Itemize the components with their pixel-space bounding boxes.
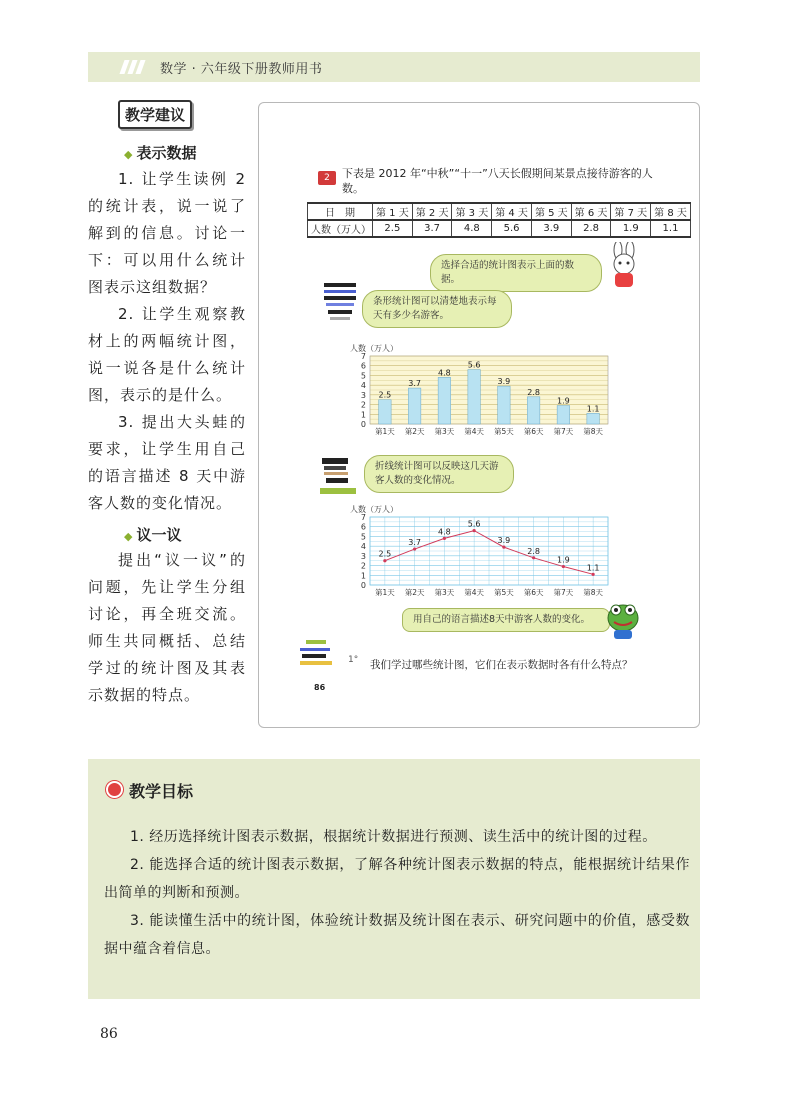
line-chart (350, 503, 620, 603)
bar (527, 397, 539, 424)
teaching-goals-box (88, 759, 700, 999)
table-cell: 2.8 (571, 220, 611, 237)
header-band (88, 52, 700, 82)
bar (379, 400, 391, 424)
student-girl-character-icon (320, 283, 360, 323)
y-tick-label: 7 (360, 513, 366, 522)
goal-item-2: 2. 能选择合适的统计图表示数据，了解各种统计图表示数据的特点，能根据统计结果作出简单的判断和预测。 (104, 857, 690, 901)
data-label: 1.9 (557, 555, 570, 565)
y-tick-label: 6 (360, 522, 366, 532)
bar-chart (350, 342, 620, 442)
header-title: 数学 · 六年级下册教师用书 (160, 62, 323, 77)
table-row-days (308, 203, 691, 220)
data-label: 3.9 (497, 377, 511, 387)
table-cell: 第 1 天 (373, 203, 413, 220)
data-point (562, 565, 565, 568)
y-axis-label: 人数（万人） (350, 344, 398, 353)
x-tick-label: 第3天 (434, 427, 455, 436)
y-tick-label: 1 (360, 571, 366, 581)
student-boy-character-icon (318, 456, 358, 496)
data-point (413, 547, 416, 550)
bar (438, 377, 450, 424)
section-badge: 教学建议 (118, 100, 192, 129)
table-cell: 第 5 天 (531, 203, 571, 220)
diamond-icon: ◆ (124, 530, 133, 543)
data-point (592, 573, 595, 576)
visitor-data-table (307, 202, 691, 238)
discussion-question: 我们学过哪些统计图，它们在表示数据时各有什么特点？ (370, 659, 633, 671)
y-axis-label: 人数（万人） (350, 505, 398, 514)
y-tick-label: 3 (360, 551, 366, 561)
data-point (443, 537, 446, 540)
suggestion-paragraph-4: 提出“议一议”的问题，先让学生分组讨论，再全班交流。师生共同概括、总结学过的统计图及其表示数据的特点。 (88, 551, 246, 704)
y-tick-label: 2 (360, 400, 366, 410)
y-tick-label: 0 (360, 581, 366, 590)
example-number-icon: 2 (318, 171, 336, 185)
suggestion-paragraph-3: 3. 提出大头蛙的要求，让学生用自己的语言描述 8 天中游客人数的变化情况。 (88, 413, 246, 512)
suggestion-paragraph-1: 1. 让学生读例 2 的统计表，说一说了解到的信息。讨论一下：可以用什么统计图表示这组数据？ (88, 170, 246, 296)
data-label: 1.1 (586, 404, 600, 414)
table-header-cell: 人数（万人） (308, 220, 373, 237)
table-cell: 2.5 (373, 220, 413, 237)
x-tick-label: 第7天 (553, 427, 574, 436)
data-point (473, 529, 476, 532)
student-group-character-icon (298, 640, 338, 670)
table-cell: 1.1 (651, 220, 691, 237)
data-label: 2.5 (378, 549, 392, 559)
x-tick-label: 第8天 (583, 588, 604, 597)
x-tick-label: 第2天 (404, 427, 425, 436)
bar (498, 386, 510, 424)
x-tick-label: 第6天 (523, 427, 544, 436)
data-label: 1.1 (586, 563, 600, 573)
table-cell: 3.7 (412, 220, 452, 237)
bar (468, 370, 480, 424)
x-tick-label: 第5天 (493, 427, 514, 436)
goal-item-3: 3. 能读懂生活中的统计图，体验统计数据及统计图在表示、研究问题中的价值，感受数据中蕴含着信息。 (104, 913, 690, 957)
data-label: 5.6 (467, 360, 481, 370)
data-label: 5.6 (467, 519, 481, 529)
y-tick-label: 5 (360, 371, 366, 381)
data-label: 2.5 (378, 390, 392, 400)
table-cell: 第 6 天 (571, 203, 611, 220)
diamond-icon: ◆ (124, 148, 133, 161)
rabbit-character-icon (604, 242, 644, 290)
table-cell: 4.8 (452, 220, 492, 237)
y-tick-label: 4 (360, 542, 366, 552)
x-tick-label: 第7天 (553, 588, 574, 597)
data-label: 2.8 (527, 387, 540, 397)
table-cell: 第 8 天 (651, 203, 691, 220)
y-tick-label: 7 (360, 352, 366, 361)
x-tick-label: 第2天 (404, 588, 425, 597)
y-tick-label: 0 (360, 420, 366, 429)
y-tick-label: 6 (360, 361, 366, 371)
x-tick-label: 第1天 (374, 588, 395, 597)
goal-item-1: 1. 经历选择统计图表示数据，根据统计数据进行预测、读生活中的统计图的过程。 (130, 829, 657, 845)
speech-bubble-describe-change: 用自己的语言描述8天中游客人数的变化。 (402, 608, 610, 632)
x-tick-label: 第4天 (464, 427, 485, 436)
data-label: 3.9 (497, 536, 511, 546)
data-label: 3.7 (408, 538, 421, 548)
y-tick-label: 4 (360, 381, 366, 391)
data-label: 4.8 (438, 368, 451, 378)
data-label: 4.8 (438, 527, 451, 537)
y-tick-label: 3 (360, 390, 366, 400)
x-tick-label: 第6天 (523, 588, 544, 597)
table-cell: 3.9 (531, 220, 571, 237)
table-cell: 1.9 (611, 220, 651, 237)
page-number: 86 (100, 1026, 118, 1042)
table-cell: 第 7 天 (611, 203, 651, 220)
data-point (383, 559, 386, 562)
subheading-discuss: ◆ 议一议 (124, 526, 182, 544)
speech-bubble-choose-chart: 选择合适的统计图表示上面的数据。 (430, 254, 602, 292)
table-cell: 第 4 天 (492, 203, 532, 220)
table-row-values (308, 220, 691, 237)
header-stripes-decoration (122, 60, 150, 74)
y-tick-label: 1 (360, 410, 366, 420)
inner-page-number: 86 (314, 683, 326, 692)
y-tick-label: 2 (360, 561, 366, 571)
bar (557, 406, 569, 424)
x-tick-label: 第5天 (493, 588, 514, 597)
question-marker: 1° (348, 655, 359, 665)
data-label: 1.9 (557, 396, 570, 406)
data-label: 3.7 (408, 379, 421, 389)
table-header-cell: 日 期 (308, 203, 373, 220)
frog-character-icon (602, 598, 644, 640)
y-tick-label: 5 (360, 532, 366, 542)
x-tick-label: 第8天 (583, 427, 604, 436)
goals-title: 教学目标 (106, 779, 193, 802)
data-label: 2.8 (527, 546, 540, 556)
x-tick-label: 第3天 (434, 588, 455, 597)
subheading-represent-data: ◆ 表示数据 (124, 144, 197, 162)
speech-bubble-line-chart: 折线统计图可以反映这几天游客人数的变化情况。 (364, 455, 514, 493)
x-tick-label: 第4天 (464, 588, 485, 597)
goal-bullet-icon (106, 781, 123, 798)
example-text: 下表是 2012 年“中秋”“十一”八天长假期间某景点接待游客的人数。 (342, 167, 653, 195)
table-cell: 第 3 天 (452, 203, 492, 220)
suggestion-paragraph-2: 2. 让学生观察教材上的两幅统计图，说一说各是什么统计图，表示的是什么。 (88, 305, 246, 404)
data-point (502, 546, 505, 549)
bar (408, 388, 420, 424)
table-cell: 5.6 (492, 220, 532, 237)
x-tick-label: 第1天 (374, 427, 395, 436)
table-cell: 第 2 天 (412, 203, 452, 220)
bar (587, 413, 599, 424)
speech-bubble-bar-chart: 条形统计图可以清楚地表示每天有多少名游客。 (362, 290, 512, 328)
data-point (532, 556, 535, 559)
